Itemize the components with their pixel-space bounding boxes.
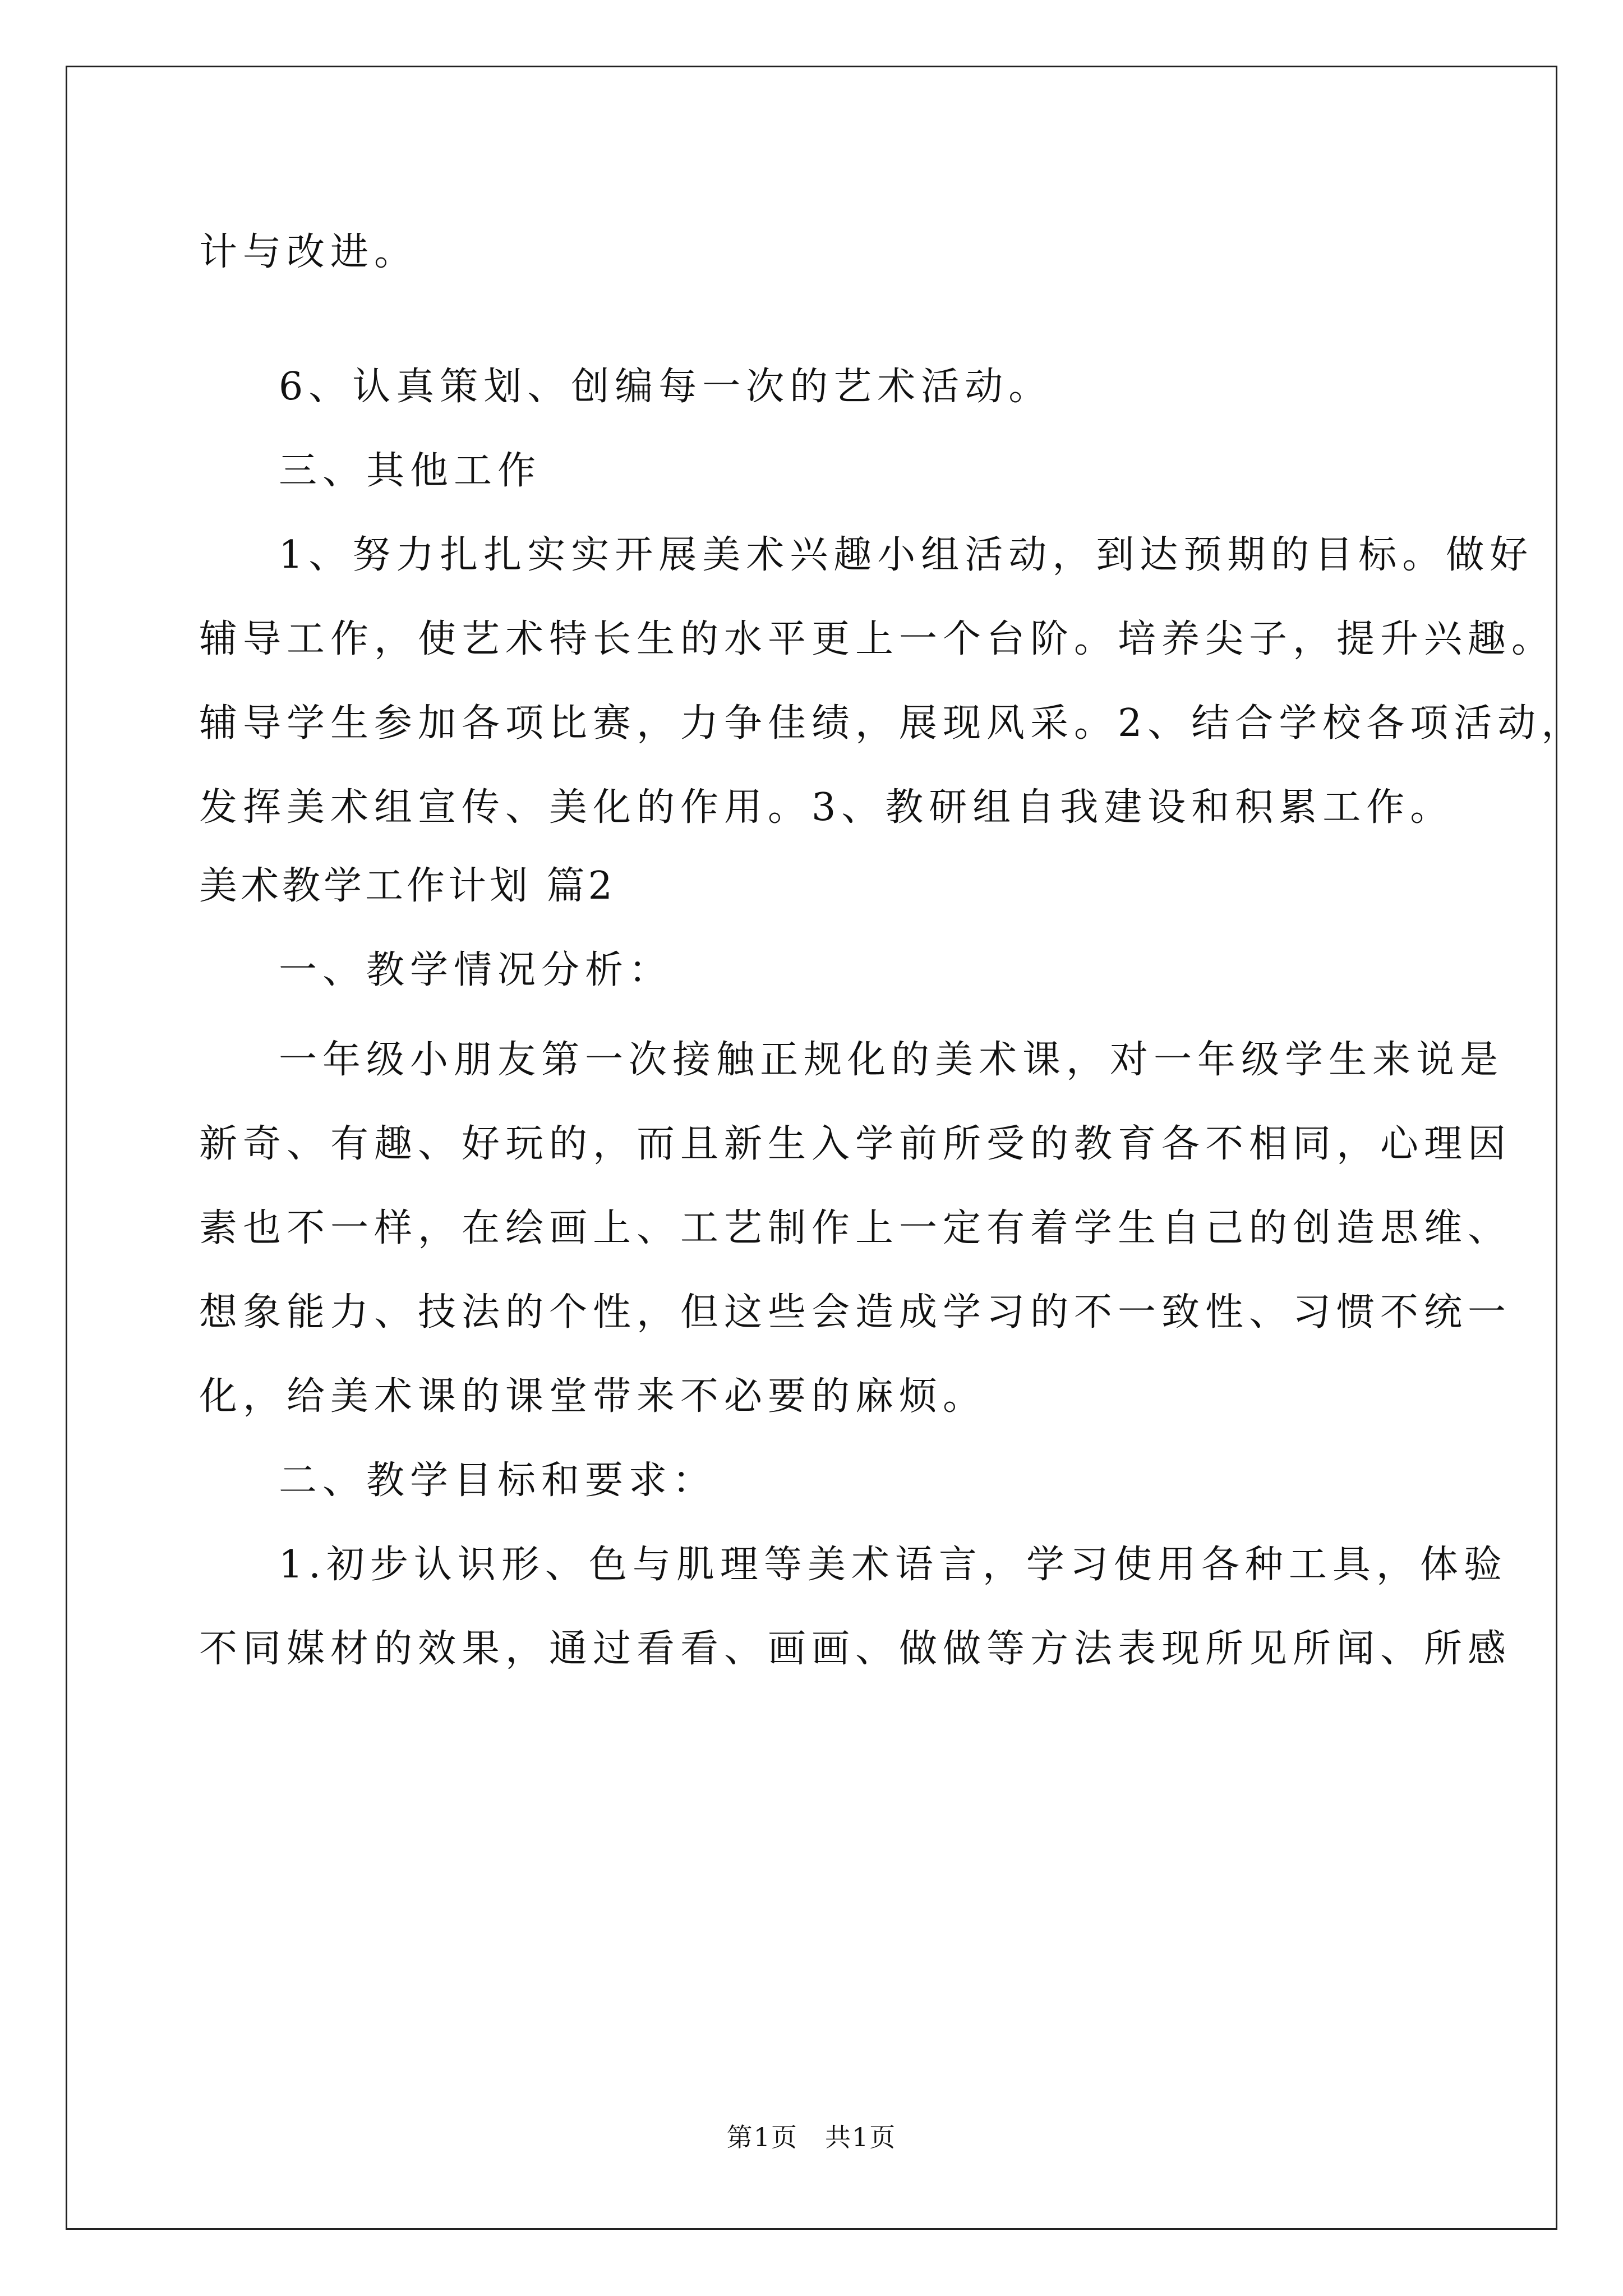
text-line: 不同媒材的效果，通过看看、画画、做做等方法表现所见所闻、所感 <box>199 1627 1512 1671</box>
text-line: 一年级小朋友第一次接触正规化的美术课，对一年级学生来说是 <box>279 1038 1504 1082</box>
text-line: 想象能力、技法的个性，但这些会造成学习的不一致性、习惯不统一 <box>199 1290 1512 1335</box>
text-line: 化，给美术课的课堂带来不必要的麻烦。 <box>199 1374 987 1419</box>
text-line: 发挥美术组宣传、美化的作用。3、教研组自我建设和积累工作。 <box>199 785 1454 830</box>
page-footer: 第1页 共1页 <box>726 2122 897 2152</box>
text-line: 1.初步认识形、色与肌理等美术语言，学习使用各种工具，体验 <box>279 1543 1507 1587</box>
text-line: 6、认真策划、创编每一次的艺术活动。 <box>279 365 1053 409</box>
text-line: 辅导工作，使艺术特长生的水平更上一个台阶。培养尖子，提升兴趣。 <box>199 617 1556 661</box>
text-line: 1、努力扎扎实实开展美术兴趣小组活动，到达预期的目标。做好 <box>279 533 1534 577</box>
article-title: 美术教学工作计划 篇2 <box>199 864 616 908</box>
section-heading: 一、教学情况分析： <box>279 948 673 992</box>
text-line: 辅导学生参加各项比赛，力争佳绩，展现风采。2、结合学校各项活动， <box>199 701 1585 746</box>
text-line: 素也不一样，在绘画上、工艺制作上一定有着学生自己的创造思维、 <box>199 1206 1512 1250</box>
section-heading: 三、其他工作 <box>279 449 542 493</box>
section-heading: 二、教学目标和要求： <box>279 1458 717 1503</box>
text-line: 新奇、有趣、好玩的，而且新生入学前所受的教育各不相同，心理因 <box>199 1122 1512 1166</box>
text-line: 计与改进。 <box>199 230 418 274</box>
